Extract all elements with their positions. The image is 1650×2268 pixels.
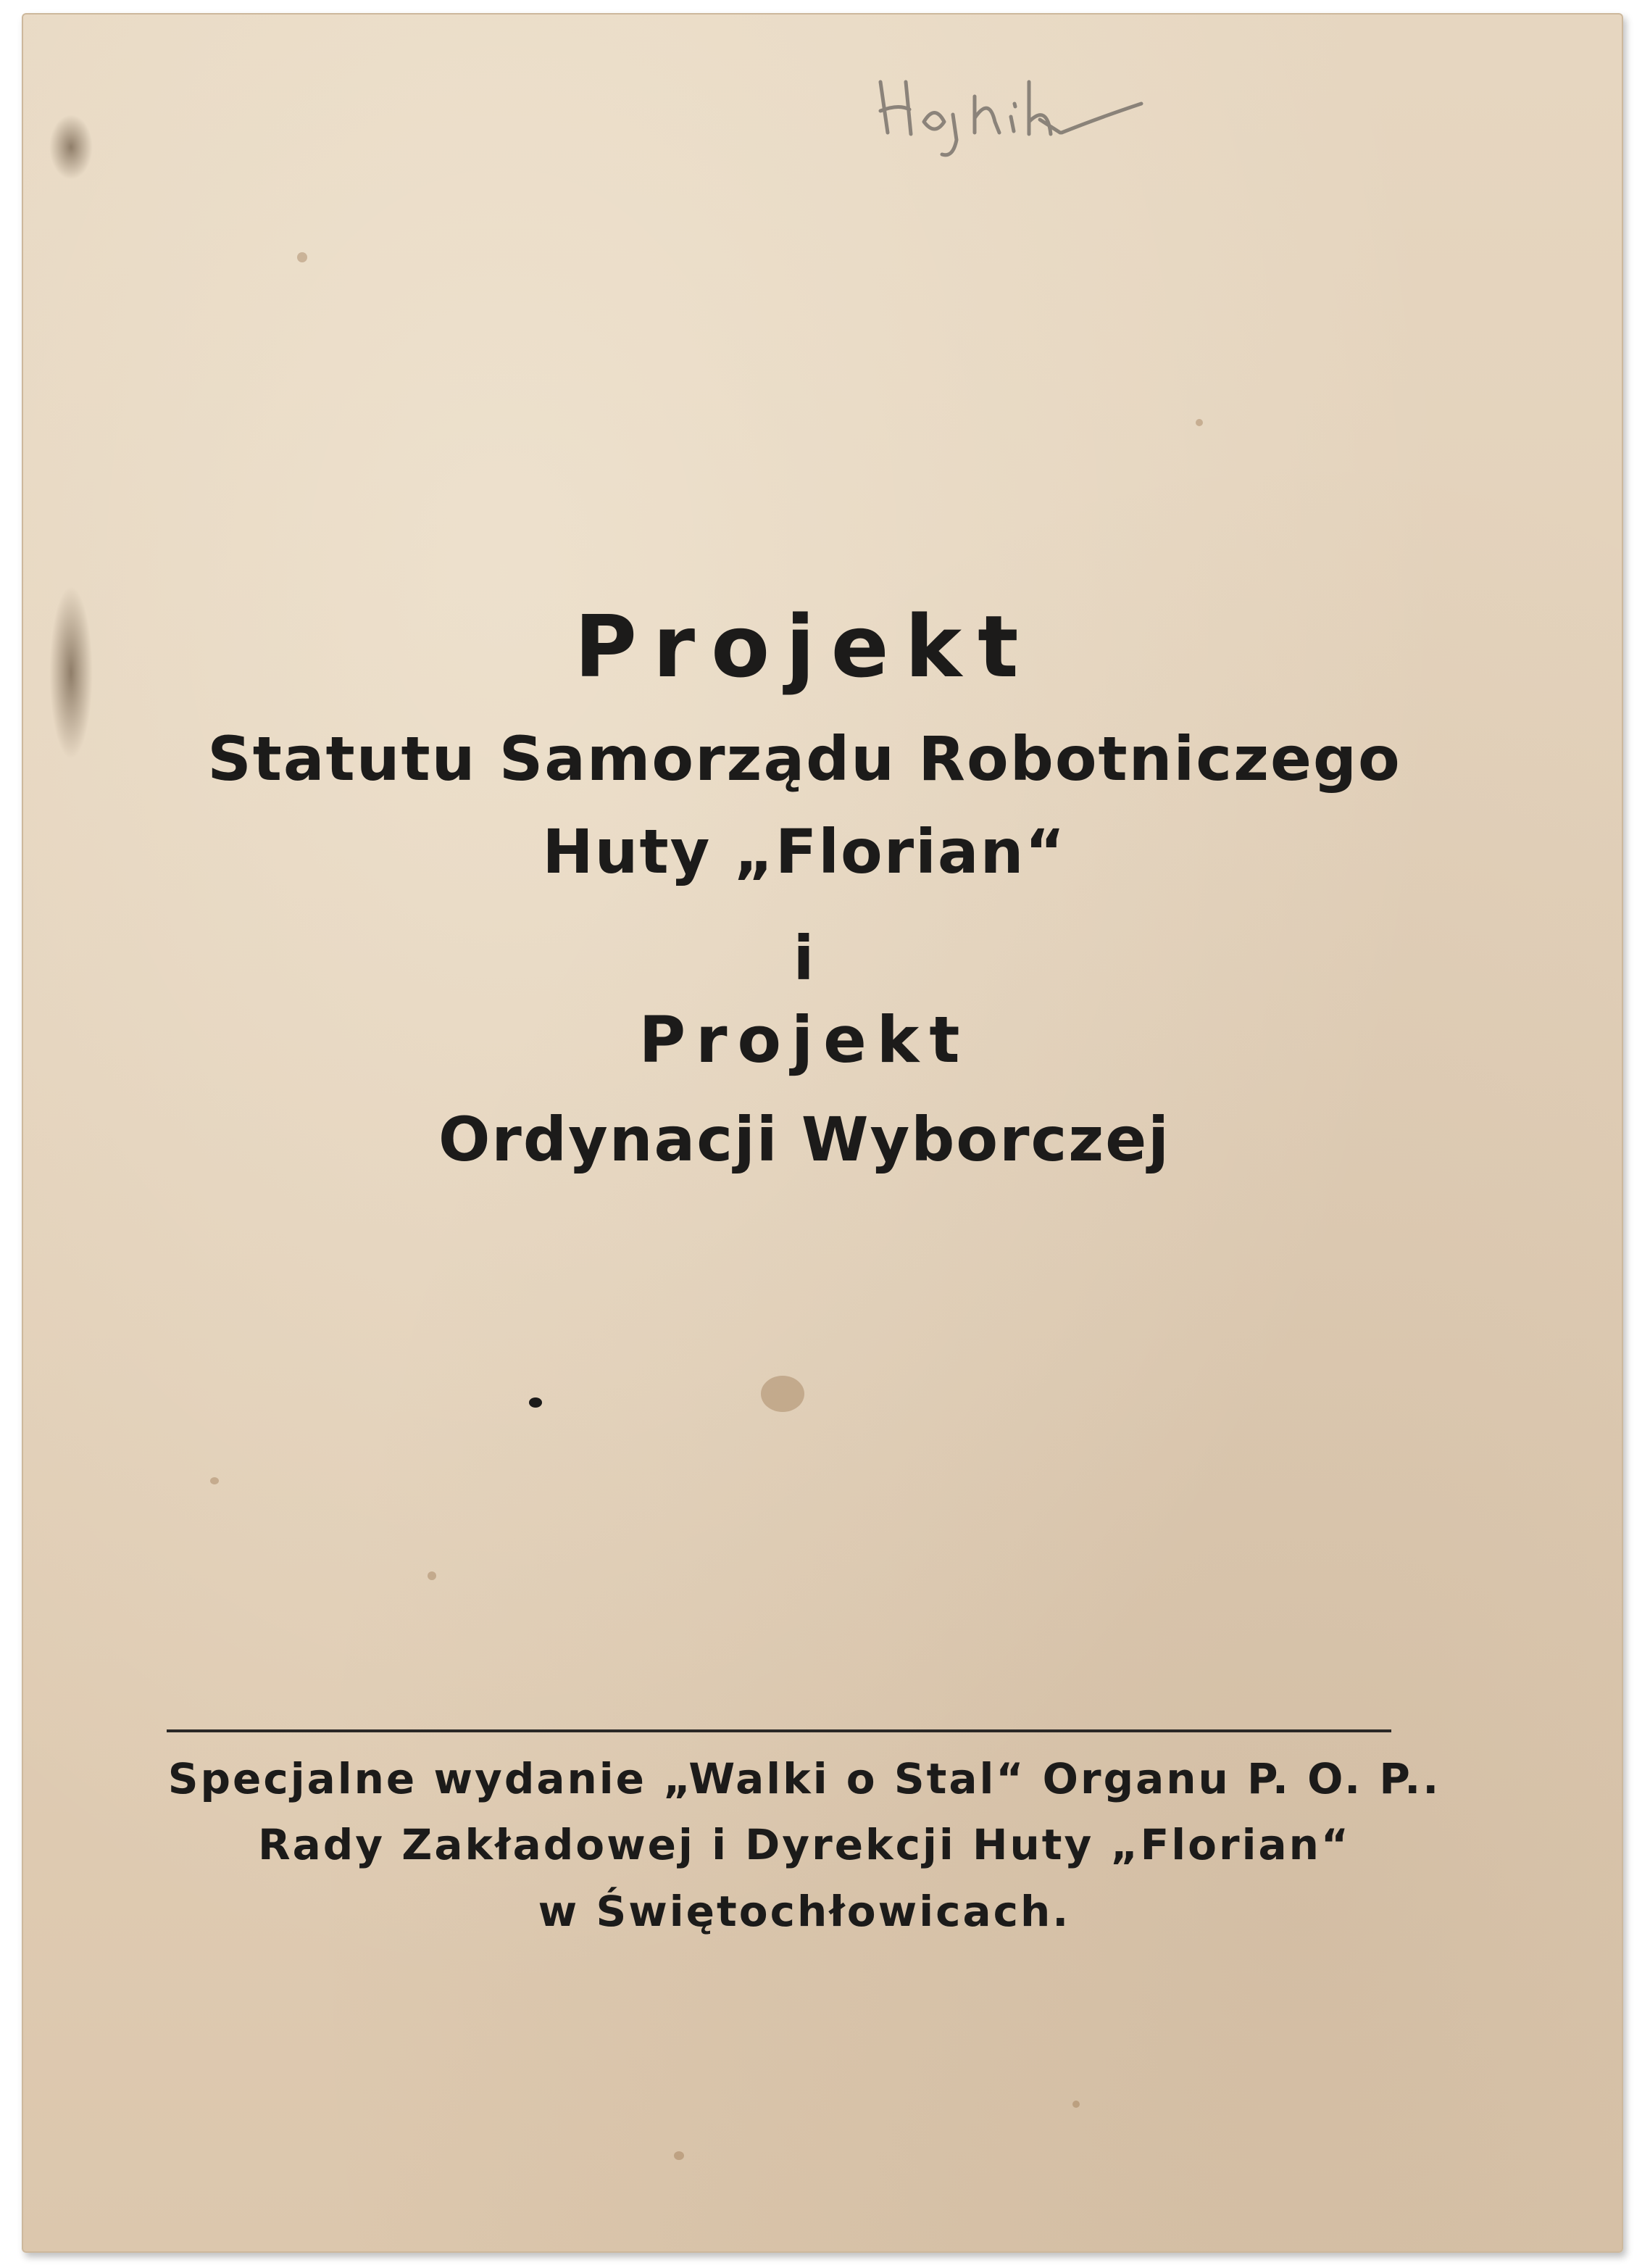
title-line-electoral-rules: Ordynacji Wyborczej <box>438 1104 1170 1175</box>
footer-divider <box>167 1729 1391 1732</box>
paper-fleck <box>674 2151 684 2160</box>
handwritten-signature <box>866 53 1156 162</box>
paper-fleck <box>1072 2101 1080 2108</box>
paper-stain <box>761 1376 804 1412</box>
title-line-steelworks: Huty „Florian“ <box>542 816 1067 887</box>
spine-stain <box>49 115 93 180</box>
paper-fleck <box>210 1477 219 1484</box>
ink-dot <box>529 1397 542 1408</box>
booklet-cover <box>22 13 1623 2253</box>
paper-fleck <box>297 252 307 262</box>
title-line-statute: Statutu Samorządu Robotniczego <box>207 723 1401 794</box>
footer-edition-line: Specjalne wydanie „Walki o Stal“ Organu P. O. P.. <box>167 1754 1441 1803</box>
paper-fleck <box>1196 419 1203 426</box>
title-heading: Projekt <box>574 597 1035 697</box>
footer-council-line: Rady Zakładowej i Dyrekcji Huty „Florian“ <box>257 1820 1351 1869</box>
footer-location-line: w Świętochłowicach. <box>538 1887 1071 1936</box>
title-line-conjunction: i <box>793 923 816 994</box>
title-line-project: Projekt <box>638 1002 970 1077</box>
paper-fleck <box>428 1571 436 1580</box>
